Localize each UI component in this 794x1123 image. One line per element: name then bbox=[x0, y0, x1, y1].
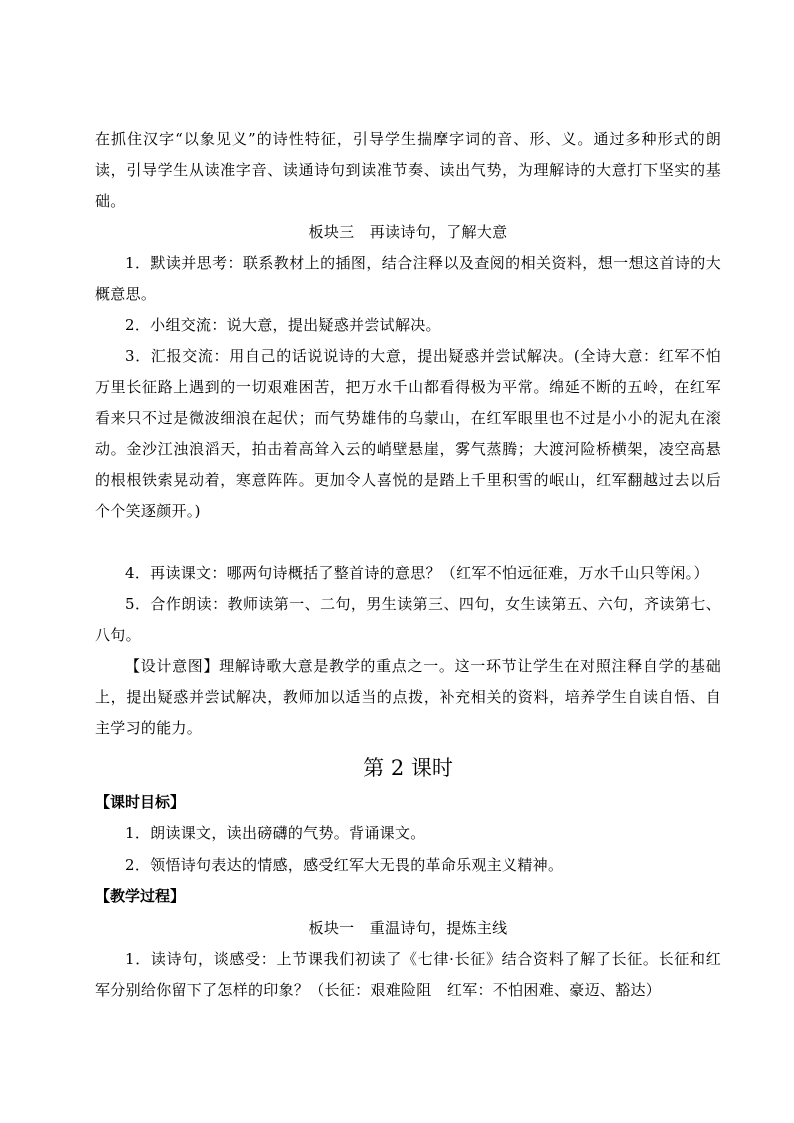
goal-item-1: 1．朗读课文，读出磅礴的气势。背诵课文。 bbox=[125, 824, 426, 842]
lesson-title: 第 2 课时 bbox=[363, 756, 453, 780]
section3-item-2: 2．小组交流：说大意，提出疑惑并尝试解决。 bbox=[125, 316, 441, 334]
goal-item-2: 2．领悟诗句表达的情感，感受红军大无畏的革命乐观主义精神。 bbox=[125, 856, 564, 874]
section3-item-5: 5．合作朗读：教师读第一、二句，男生读第三、四句，女生读第五、六句，齐读第七、八句。 bbox=[95, 595, 721, 644]
goals-label: 【课时目标】 bbox=[95, 793, 186, 811]
section3-item-4: 4．再读课文：哪两句诗概括了整首诗的意思？（红军不怕远征难，万水千山只等闲。） bbox=[125, 564, 709, 582]
process-label: 【教学过程】 bbox=[95, 887, 186, 905]
section1-item-1: 1．读诗句，谈感受：上节课我们初读了《七律·长征》结合资料了解了长征。长征和红军分别给你留下了怎样的印象？（长征：艰难险阻 红军：不怕困难、豪迈、豁达） bbox=[95, 950, 721, 999]
section3-item-1: 1．默读并思考：联系教材上的插图，结合注释以及查阅的相关资料，想一想这首诗的大概意思。 bbox=[95, 254, 721, 303]
section3-item-3: 3．汇报交流：用自己的话说说诗的大意，提出疑惑并尝试解决。(全诗大意：红军不怕万里长征路上遇到的一切艰难困苦，把万水千山都看得极为平常。绵延不断的五岭，在红军看来只不过是微波细浪在起伏；而气势雄伟的乌蒙山，在红军眼里也不过是小小的泥丸在滚动。金沙江浊浪滔天，拍击着高耸入云的峭壁悬崖，雾气蒸腾；大渡河险桥横架，凌空高悬的根根铁索晃动着，寒意阵阵。更加令人喜悦的是踏上千里积雪的岷山，红军翻越过去以后个个笑逐颜开。) bbox=[95, 347, 721, 520]
design-intent-paragraph: 【设计意图】理解诗歌大意是教学的重点之一。这一环节让学生在对照注释自学的基础上，提出疑惑并尝试解决，教师加以适当的点拨，补充相关的资料，培养学生自读自悟、自主学习的能力。 bbox=[95, 657, 721, 737]
section1-heading: 板块一 重温诗句，提炼主线 bbox=[308, 919, 508, 937]
section3-heading: 板块三 再读诗句，了解大意 bbox=[308, 223, 508, 241]
intro-paragraph: 在抓住汉字“以象见义”的诗性特征，引导学生揣摩字词的音、形、义。通过多种形式的朗读，引导学生从读准字音、读通诗句到读准节奏、读出气势，为理解诗的大意打下坚实的基础。 bbox=[95, 130, 721, 210]
